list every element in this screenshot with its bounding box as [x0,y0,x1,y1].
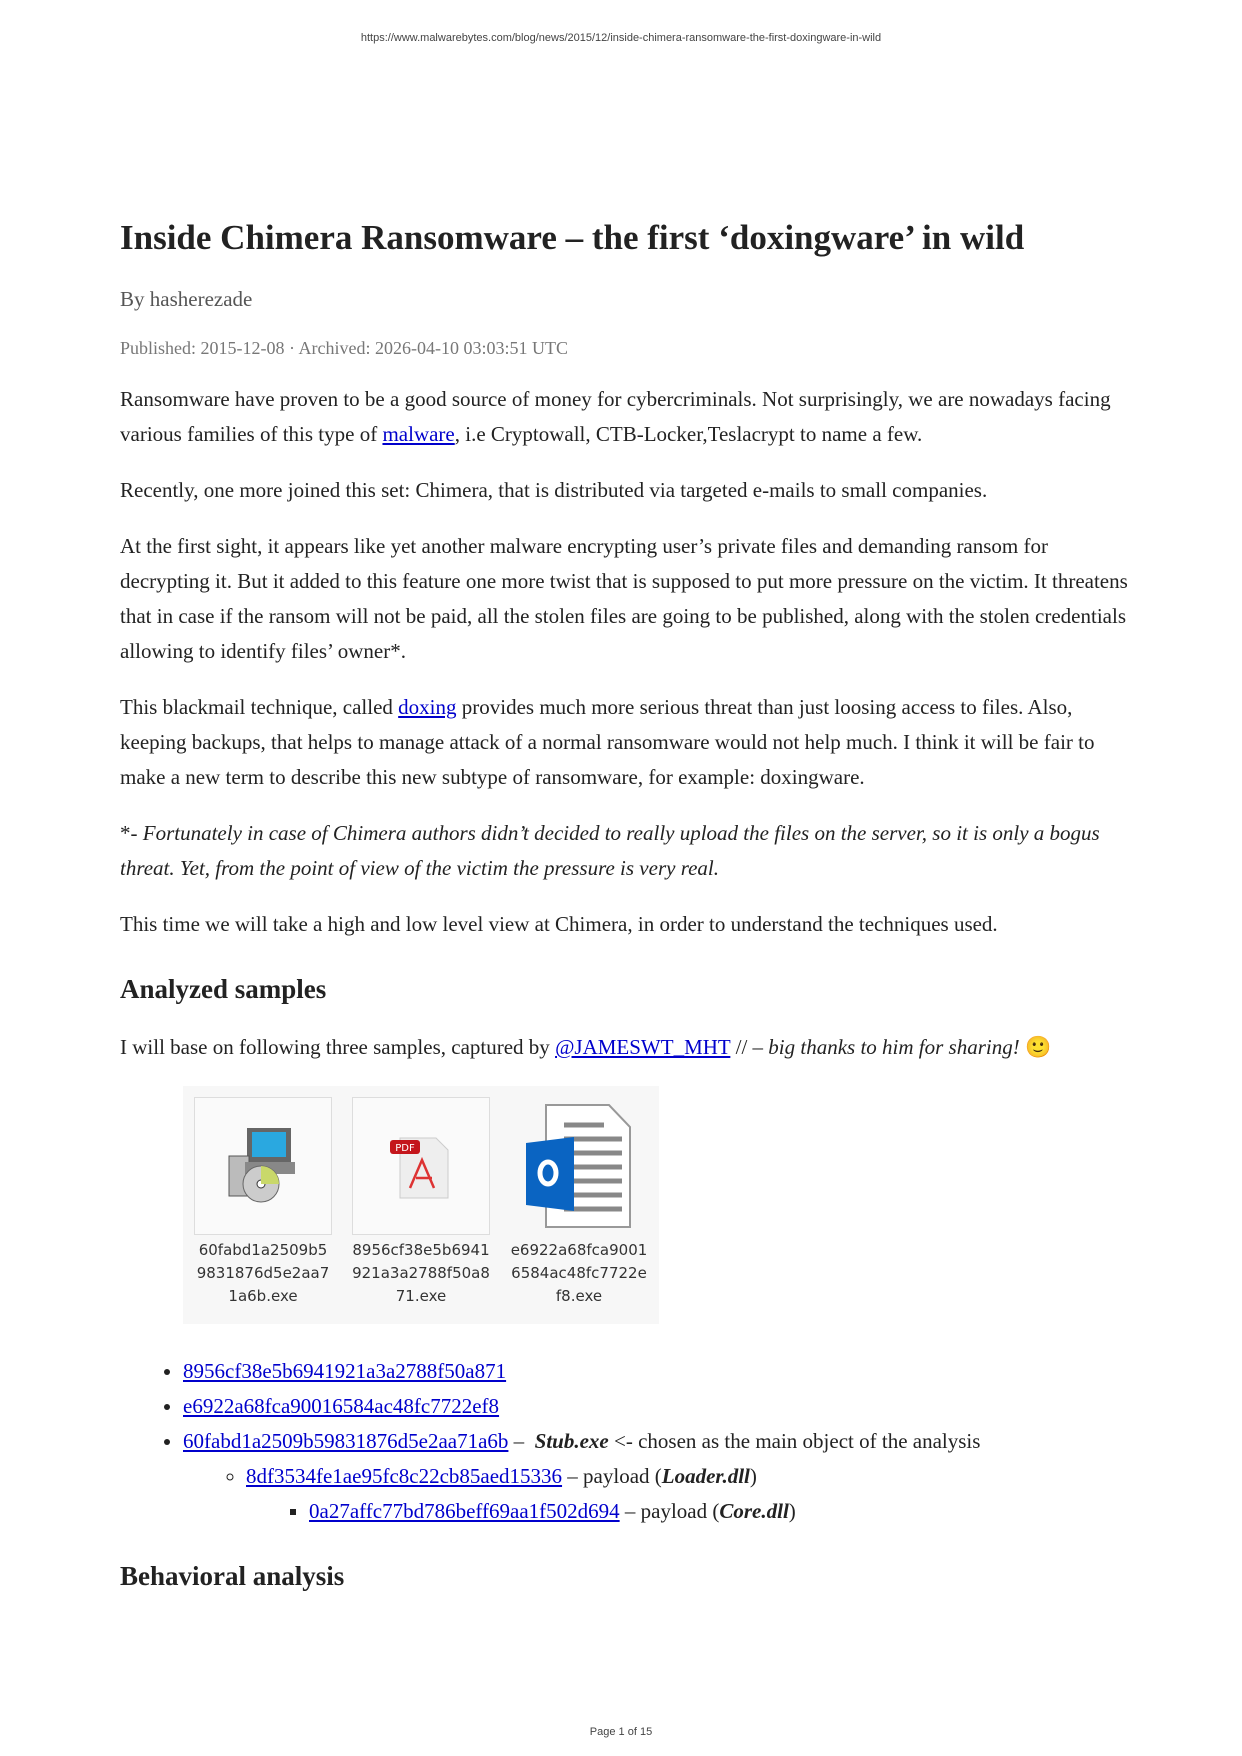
italic-text: big thanks to him for sharing! [768,1035,1020,1059]
text: ) [788,1499,796,1523]
paragraph-overview: This time we will take a high and low level view at Chimera, in order to understand the techniques used. [120,912,998,936]
filename: Loader.dll [661,1464,750,1488]
text: , i.e Cryptowall, CTB-Locker,Teslacrypt to name a few. [454,422,923,446]
file-caption: 8956cf38e5b6941921a3a2788f50a871.exe [352,1241,490,1305]
list-item [183,1424,1130,1529]
text: This blackmail technique, called [120,695,399,719]
text: // – [730,1035,769,1059]
smile-emoji-icon: 🙂 [1024,1035,1052,1059]
samples-screenshot [183,1086,659,1324]
heading-behavioral-analysis: Behavioral analysis [120,1561,345,1591]
text: – [508,1429,530,1453]
heading-analyzed-samples: Analyzed samples [120,974,327,1004]
payload-link[interactable]: 8df3534fe1ae95fc8c22cb85aed15336 [246,1464,563,1488]
list-item [183,1389,1130,1424]
text: ) [749,1464,757,1488]
installer-icon [194,1097,332,1235]
svg-text:PDF: PDF [395,1143,415,1154]
italic-text: Fortunately in case of Chimera authors didn’t decided to really upload the files on the server, so it is only a bogus threat. Yet, from the point of view of the victim the pressure is very real. [120,821,1100,880]
sample-link[interactable]: 60fabd1a2509b59831876d5e2aa71a6b [183,1429,509,1453]
byline: By hasherezade [120,287,253,311]
page-title: Inside Chimera Ransomware – the first ‘doxingware’ in wild [120,218,1025,257]
filename: Stub.exe [534,1429,609,1453]
header-url: https://www.malwarebytes.com/blog/news/2015/12/inside-chimera-ransomware-the-first-doxingware-in-wild [360,32,882,44]
file-tile [352,1097,490,1308]
sample-link[interactable]: e6922a68fca90016584ac48fc7722ef8 [183,1394,500,1418]
samples-list [120,1354,1130,1529]
pdf-icon [352,1097,490,1235]
file-tile [194,1097,332,1308]
paragraph-doxing [120,690,1130,795]
file-caption: e6922a68fca90016584ac48fc7722ef8.exe [510,1241,648,1305]
page-number: Page 1 of 15 [589,1726,653,1738]
filename: Core.dll [719,1499,789,1523]
text: – payload ( [562,1464,662,1488]
malware-link[interactable]: malware [382,422,455,446]
text: – payload ( [619,1499,720,1523]
paragraph-chimera: Recently, one more joined this set: Chimera, that is distributed via targeted e-mails to small companies. [120,478,988,502]
text: I will base on following three samples, captured by [120,1035,556,1059]
paragraph-footnote [120,816,1130,886]
text: Ransomware have proven to be a good source of money for cybercriminals. Not surprisingly, we are nowadays facing various families of this type of [120,387,1111,446]
list-item [309,1494,1130,1529]
article [120,216,1130,1617]
list-item [183,1354,1130,1389]
paragraph-twist: At the first sight, it appears like yet another malware encrypting user’s private files and demanding ransom for decrypting it. But it added to this feature one more twist that is supposed to put more pressure on the victim. It threatens that in case if the ransom will not be paid, all the stolen files are going to be published, along with the stolen credentials allowing to identify files’ owner*. [120,534,1128,663]
text: *- [120,821,143,845]
paragraph-intro [120,382,1130,452]
twitter-link[interactable]: @JAMESWT_MHT [555,1035,731,1059]
publish-meta: Published: 2015-12-08 · Archived: 2026-04-10 03:03:51 UTC [120,338,568,358]
doxing-link[interactable]: doxing [398,695,457,719]
file-caption: 60fabd1a2509b59831876d5e2aa71a6b.exe [196,1241,330,1305]
payload-link[interactable]: 0a27affc77bd786beff69aa1f502d694 [309,1499,620,1523]
text: <- chosen as the main object of the analysis [608,1429,981,1453]
sample-link[interactable]: 8956cf38e5b6941921a3a2788f50a871 [183,1359,507,1383]
file-tile [510,1097,648,1308]
list-item [246,1459,1130,1529]
paragraph-samples-intro [120,1030,1130,1065]
outlook-icon [510,1097,648,1235]
text: provides much more serious threat than just loosing access to files. Also, keeping backups, that helps to manage attack of a normal ransomware would not help much. I think it will be fair to make a new term to describe this new subtype of ransomware, for example: doxingware. [120,695,1095,789]
